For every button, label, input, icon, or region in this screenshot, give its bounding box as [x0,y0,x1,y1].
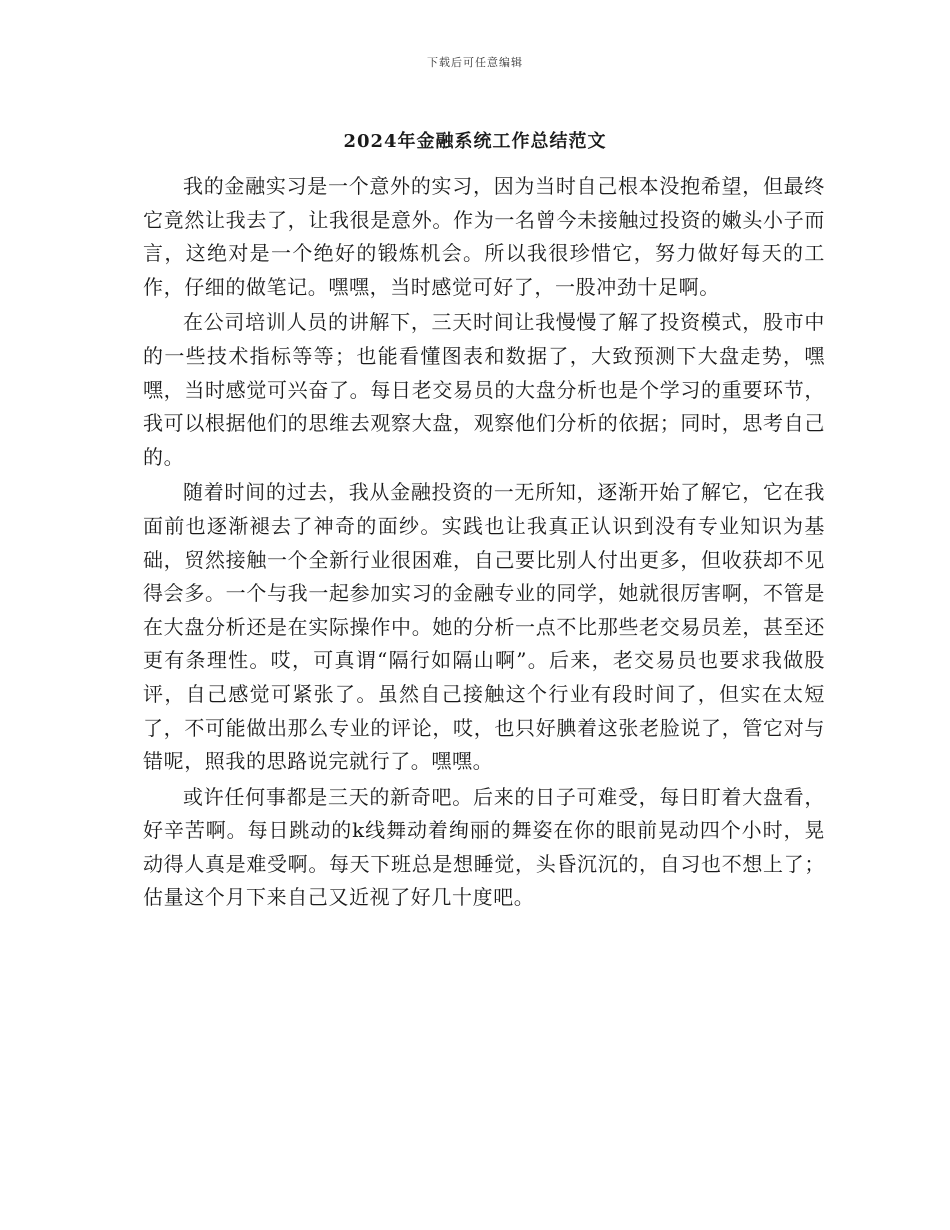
paragraph-4: 或许任何事都是三天的新奇吧。后来的日子可难受，每日盯着大盘看，好辛苦啊。每日跳动的k线舞动着绚丽的舞姿在你的眼前晃动四个小时，晃动得人真是难受啊。每天下班总是想睡觉，头昏沉沉的，自习也不想上了；估量这个月下来自己又近视了好几十度吧。 [143,784,825,910]
header-note: 下载后可任意编辑 [427,56,523,69]
document-body [143,170,825,917]
paragraph-2: 在公司培训人员的讲解下，三天时间让我慢慢了解了投资模式，股市中的一些技术指标等等；也能看懂图表和数据了，大致预测下大盘走势，嘿嘿，当时感觉可兴奋了。每日老交易员的大盘分析也是个学习的重要环节，我可以根据他们的思维去观察大盘，观察他们分析的依据；同时，思考自己的。 [143,310,825,469]
document-title: 2024年金融系统工作总结范文 [343,131,607,152]
paragraph-3: 随着时间的过去，我从金融投资的一无所知，逐渐开始了解它，它在我面前也逐渐褪去了神奇的面纱。实践也让我真正认识到没有专业知识为基础，贸然接触一个全新行业很困难，自己要比别人付出更多，但收获却不见得会多。一个与我一起参加实习的金融专业的同学，她就很厉害啊，不管是在大盘分析还是在实际操作中。她的分析一点不比那些老交易员差，甚至还更有条理性。哎，可真谓“隔行如隔山啊”。后来，老交易员也要求我做股评，自己感觉可紧张了。虽然自己接触这个行业有段时间了，但实在太短了，不可能做出那么专业的评论，哎，也只好腆着这张老脸说了，管它对与错呢，照我的思路说完就行了。嘿嘿。 [143,480,825,774]
paragraph-1: 我的金融实习是一个意外的实习，因为当时自己根本没抱希望，但最终它竟然让我去了，让我很是意外。作为一名曾今未接触过投资的嫩头小子而言，这绝对是一个绝好的锻炼机会。所以我很珍惜它，努力做好每天的工作，仔细的做笔记。嘿嘿，当时感觉可好了，一股冲劲十足啊。 [143,174,825,299]
